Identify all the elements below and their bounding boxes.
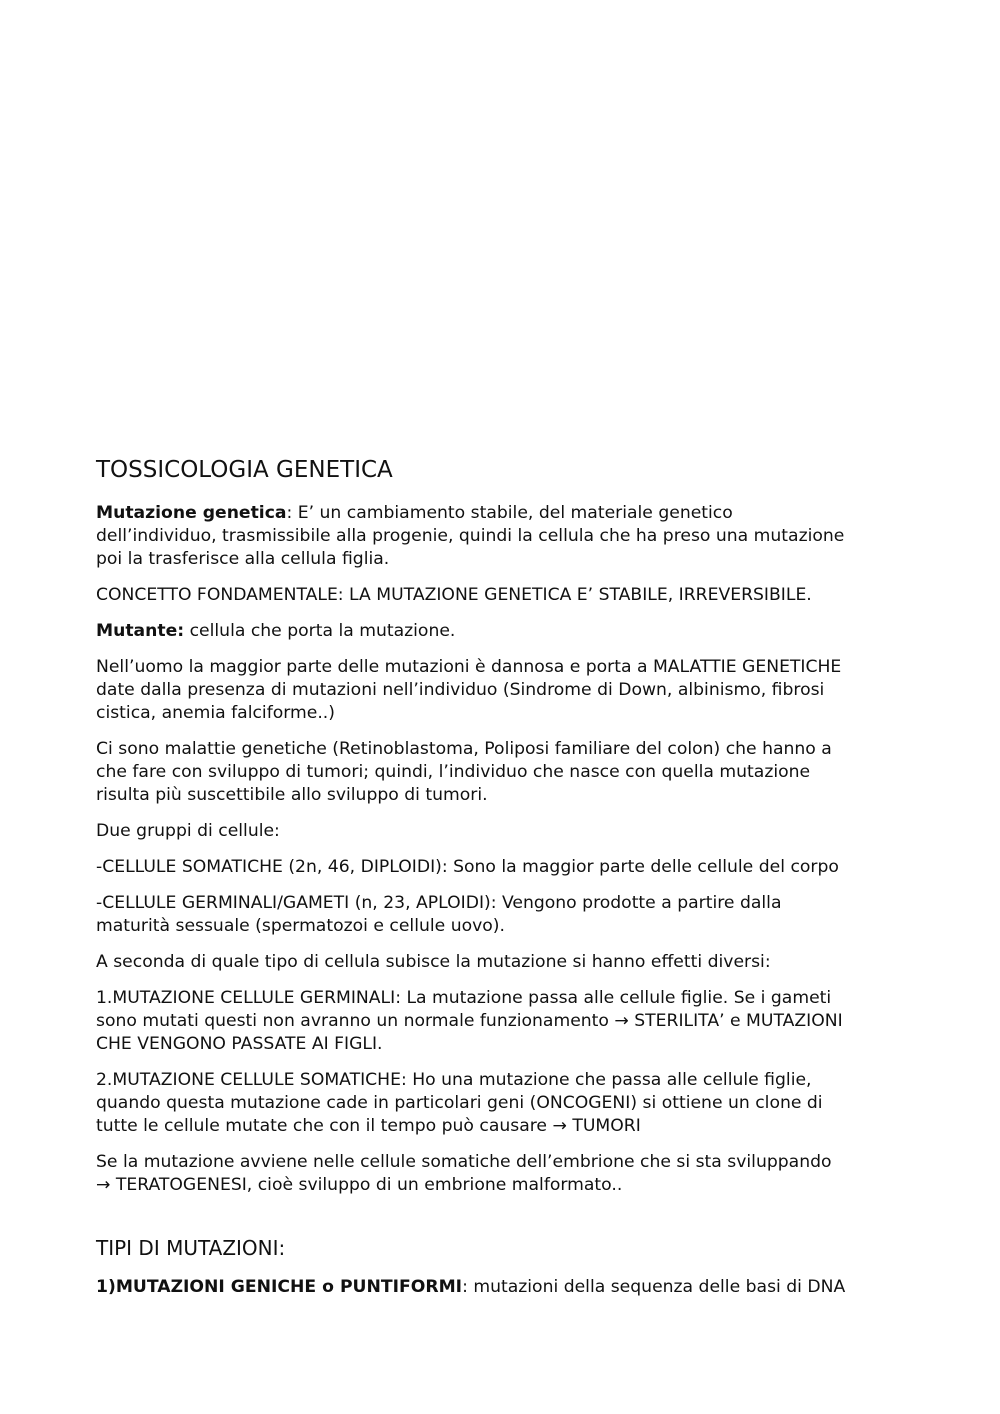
definition-mutazione-genetica: : E’ un cambiamento stabile, del materiale genetico dell’individuo, trasmissibile alla progenie, quindi la cellula che ha preso una mutazione poi la trasferisce alla cellula figlia. [96,503,845,569]
paragraph-gruppi-cellule: Due gruppi di cellule: [96,821,280,841]
paragraph-mutazione-genetica [96,502,916,571]
paragraph-cellule-germinali: -CELLULE GERMINALI/GAMETI (n, 23, APLOIDI): Vengono prodotte a partire dalla maturità sessuale (spermatozoi e cellule uovo). [96,893,782,936]
paragraph-mutante [96,620,916,643]
document-title: TOSSICOLOGIA GENETICA [96,457,393,483]
definition-mutante: cellula che porta la mutazione. [184,621,456,641]
term-mutazione-genetica: Mutazione genetica [96,503,287,523]
paragraph-mutazione-germinali: 1.MUTAZIONE CELLULE GERMINALI: La mutazione passa alle cellule figlie. Se i gameti sono mutati questi non avranno un normale funzionamento → STERILITA’ e MUTAZIONI CHE VENGONO PASSATE AI FIGLI. [96,988,843,1054]
term-mutazioni-geniche: 1)MUTAZIONI GENICHE o PUNTIFORMI [96,1277,463,1297]
paragraph-mutazioni-geniche [96,1276,916,1299]
document-body [96,455,916,1312]
paragraph-malattie-genetiche: Nell’uomo la maggior parte delle mutazioni è dannosa e porta a MALATTIE GENETICHE date dalla presenza di mutazioni nell’individuo (Sindrome di Down, albinismo, fibrosi cistica, anemia falciforme..) [96,657,842,723]
paragraph-effetti-diversi: A seconda di quale tipo di cellula subisce la mutazione si hanno effetti diversi: [96,952,771,972]
paragraph-tumori: Ci sono malattie genetiche (Retinoblastoma, Poliposi familiare del colon) che hanno a che fare con sviluppo di tumori; quindi, l’individuo che nasce con quella mutazione risulta più suscettibile allo sviluppo di tumori. [96,739,832,805]
paragraph-mutazione-somatiche: 2.MUTAZIONE CELLULE SOMATICHE: Ho una mutazione che passa alle cellule figlie, quando questa mutazione cade in particolari geni (ONCOGENI) si ottiene un clone di tutte le cellule mutate che con il tempo può causare → TUMORI [96,1070,823,1136]
term-mutante: Mutante: [96,621,185,641]
section-heading-tipi-mutazioni: TIPI DI MUTAZIONI: [96,1236,286,1260]
paragraph-concetto-fondamentale: CONCETTO FONDAMENTALE: LA MUTAZIONE GENETICA E’ STABILE, IRREVERSIBILE. [96,585,812,605]
paragraph-cellule-somatiche: -CELLULE SOMATICHE (2n, 46, DIPLOIDI): Sono la maggior parte delle cellule del corpo [96,857,839,877]
paragraph-teratogenesi: Se la mutazione avviene nelle cellule somatiche dell’embrione che si sta sviluppando → TERATOGENESI, cioè sviluppo di un embrione malformato.. [96,1152,832,1195]
definition-mutazioni-geniche: : mutazioni della sequenza delle basi di DNA [462,1277,846,1297]
